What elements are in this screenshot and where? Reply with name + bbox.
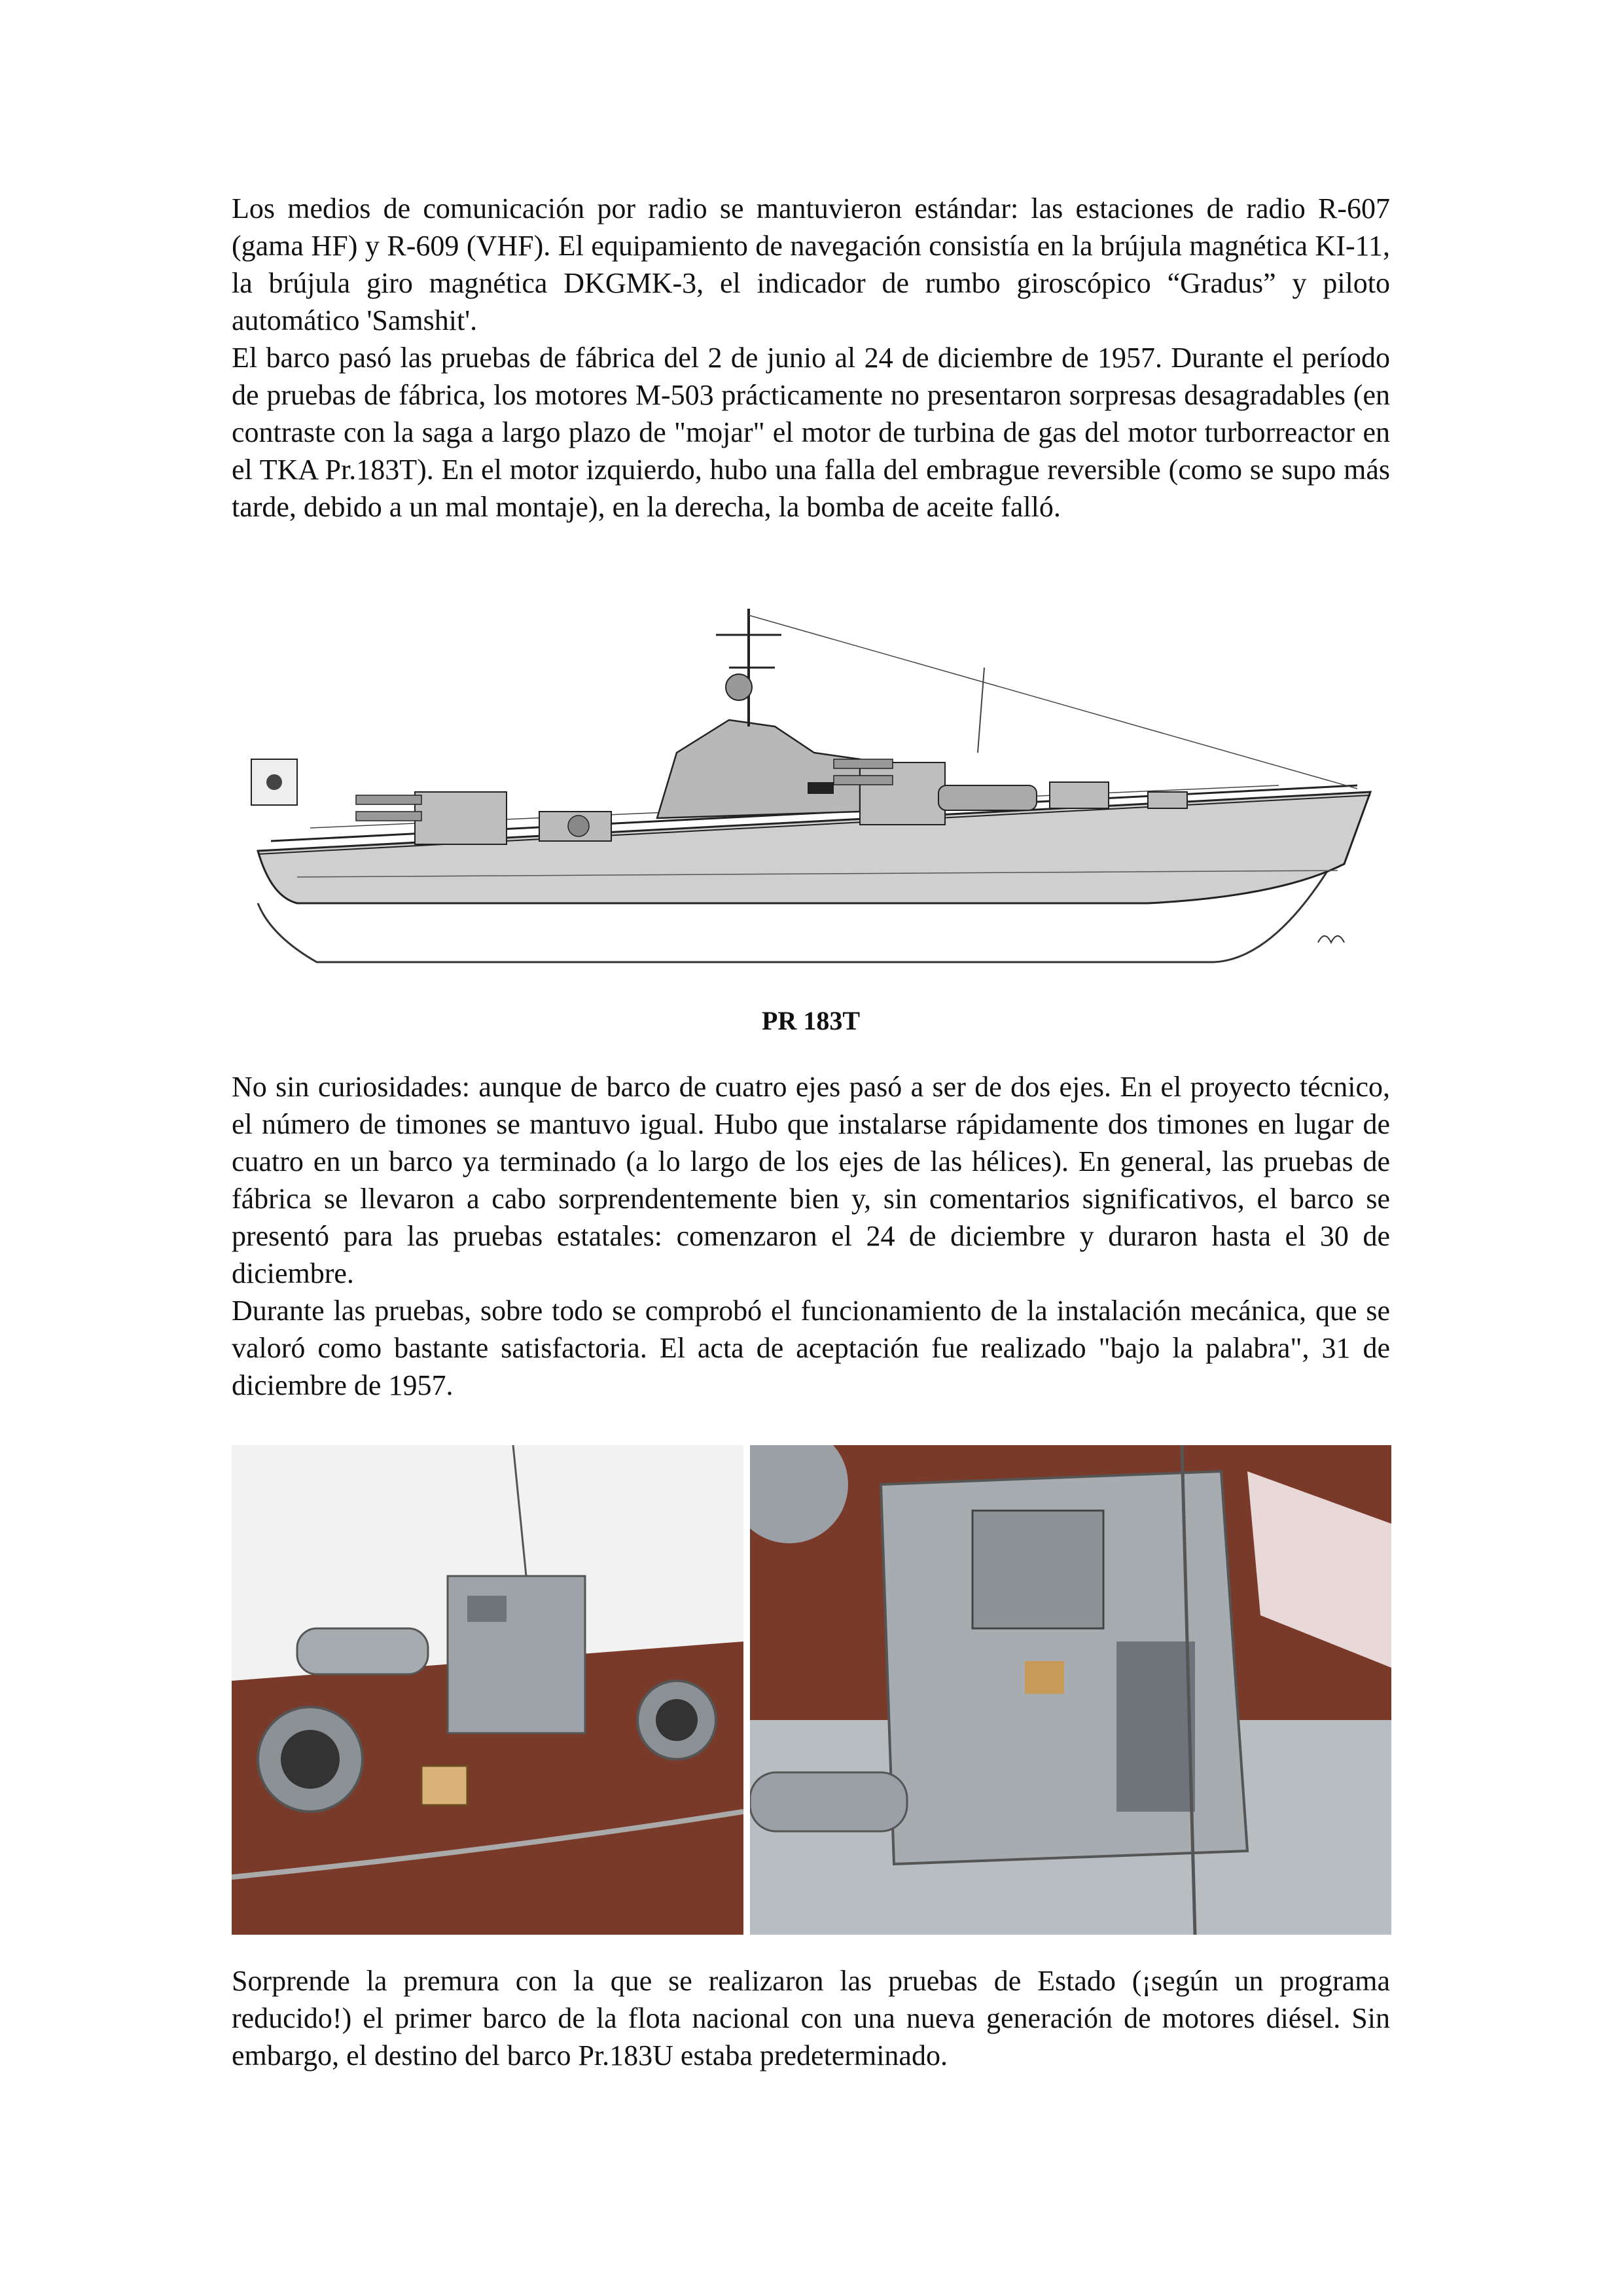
paragraph-rudders: No sin curiosidades: aunque de barco de cuatro ejes pasó a ser de dos ejes. En el proyecto técnico, el número de timones se mantuvo igual. Hubo que instalarse rápidamente dos timones en lugar de cuatro en un barco ya terminado (a lo largo de los ejes de las hélices). En general, las pruebas de fábrica se llevaron a cabo sorprendentemente bien y, sin comentarios significativos, el barco se presentó para las pruebas estatales: comenzaron el 24 de diciembre y duraron hasta el 30 de diciembre. — [232, 1071, 1390, 1289]
paragraph-state-trials: Durante las pruebas, sobre todo se comprobó el funcionamiento de la instalación mecánica, que se valoró como bastante satisfactoria. El acta de aceptación fue realizado "bajo la palabra", 31 de diciembre de 1957. — [232, 1295, 1390, 1401]
model-bridge-photo — [750, 1445, 1391, 1935]
model-deck-photo — [232, 1445, 743, 1935]
ship-profile-drawing — [232, 596, 1390, 1014]
paragraph-conclusion: Sorprende la premura con la que se realizaron las pruebas de Estado (¡según un programa reducido!) el primer barco de la flota nacional con una nueva generación de motores diésel. Sin embargo, el destino del barco Pr.183U estaba predeterminado. — [232, 1965, 1390, 2072]
figure-caption: PR 183T — [762, 1006, 860, 1035]
paragraph-factory-trials: El barco pasó las pruebas de fábrica del 2 de junio al 24 de diciembre de 1957. Durante el período de pruebas de fábrica, los motores M-503 prácticamente no presentaron sorpresas desagradables (en contraste con la saga a largo plazo de "mojar" el motor de turbina de gas del motor turborreactor en el TKA Pr.183T). En el motor izquierdo, hubo una falla del embrague reversible (como se supo más tarde, debido a un mal montaje), en la derecha, la bomba de aceite falló. — [232, 342, 1390, 523]
paragraph-radio-equipment: Los medios de comunicación por radio se mantuvieron estándar: las estaciones de radio R-607 (gama HF) y R-609 (VHF). El equipamiento de navegación consistía en la brújula magnética KI-11, la brújula giro magnética DKGMK-3, el indicador de rumbo giroscópico “Gradus” y piloto automático 'Samshit'. — [232, 192, 1390, 336]
